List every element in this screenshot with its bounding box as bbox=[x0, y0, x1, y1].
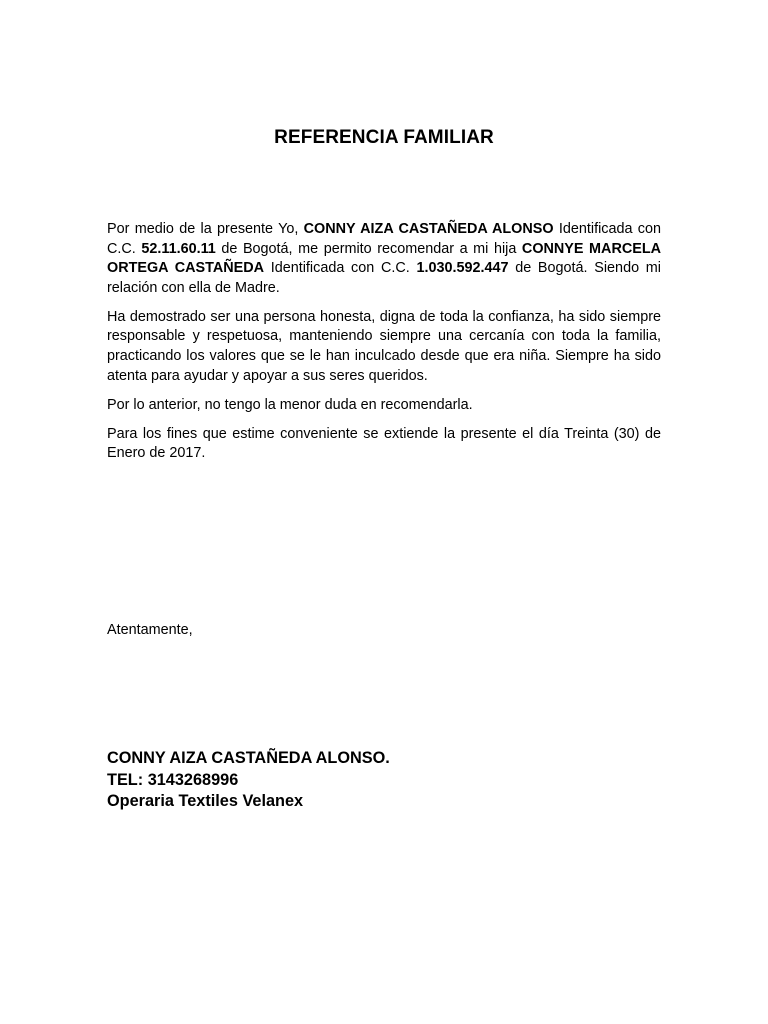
paragraph-recommendation: Por lo anterior, no tengo la menor duda en recomendarla. bbox=[107, 396, 473, 413]
intro-text-3: de Bogotá, me permito recomendar a mi hija bbox=[215, 240, 522, 257]
signature-occupation: Operaria Textiles Velanex bbox=[107, 792, 304, 810]
closing-salutation: Atentamente, bbox=[107, 622, 193, 638]
intro-text-2: Identificada con C.C. bbox=[107, 221, 661, 257]
signature-name: CONNY AIZA CASTAÑEDA ALONSO. bbox=[107, 749, 390, 767]
recommended-person-id-number: 1.030.592.447 bbox=[416, 260, 509, 277]
document-body bbox=[107, 220, 661, 474]
recommended-person-name: CONNYE MARCELA ORTEGA CASTAÑEDA bbox=[107, 240, 662, 277]
intro-text-1: Por medio de la presente Yo, bbox=[107, 221, 304, 237]
signature-phone: TEL: 3143268996 bbox=[107, 770, 239, 789]
paragraph-character: Ha demostrado ser una persona honesta, digna de toda la confianza, ha sido siempre responsable y respetuosa, manteniendo siempre una cercanía con toda la familia, practicando los valores que se le han inculcado desde que era niña. Siempre ha sido atenta para ayudar y apoyar a sus seres queridos. bbox=[107, 308, 661, 384]
paragraph-date: Para los fines que estime conveniente se extiende la presente el día Treinta (30) de Enero de 2017. bbox=[107, 425, 661, 462]
author-id-number: 52.11.60.11 bbox=[141, 240, 216, 257]
author-name: CONNY AIZA CASTAÑEDA ALONSO bbox=[303, 221, 554, 237]
paragraph-introduction bbox=[107, 220, 661, 298]
document-title: REFERENCIA FAMILIAR bbox=[274, 127, 494, 148]
signature-block bbox=[107, 748, 390, 813]
intro-text-5: de Bogotá. Siendo mi relación con ella de Madre. bbox=[107, 260, 661, 296]
intro-text-4: Identificada con C.C. bbox=[264, 260, 417, 277]
